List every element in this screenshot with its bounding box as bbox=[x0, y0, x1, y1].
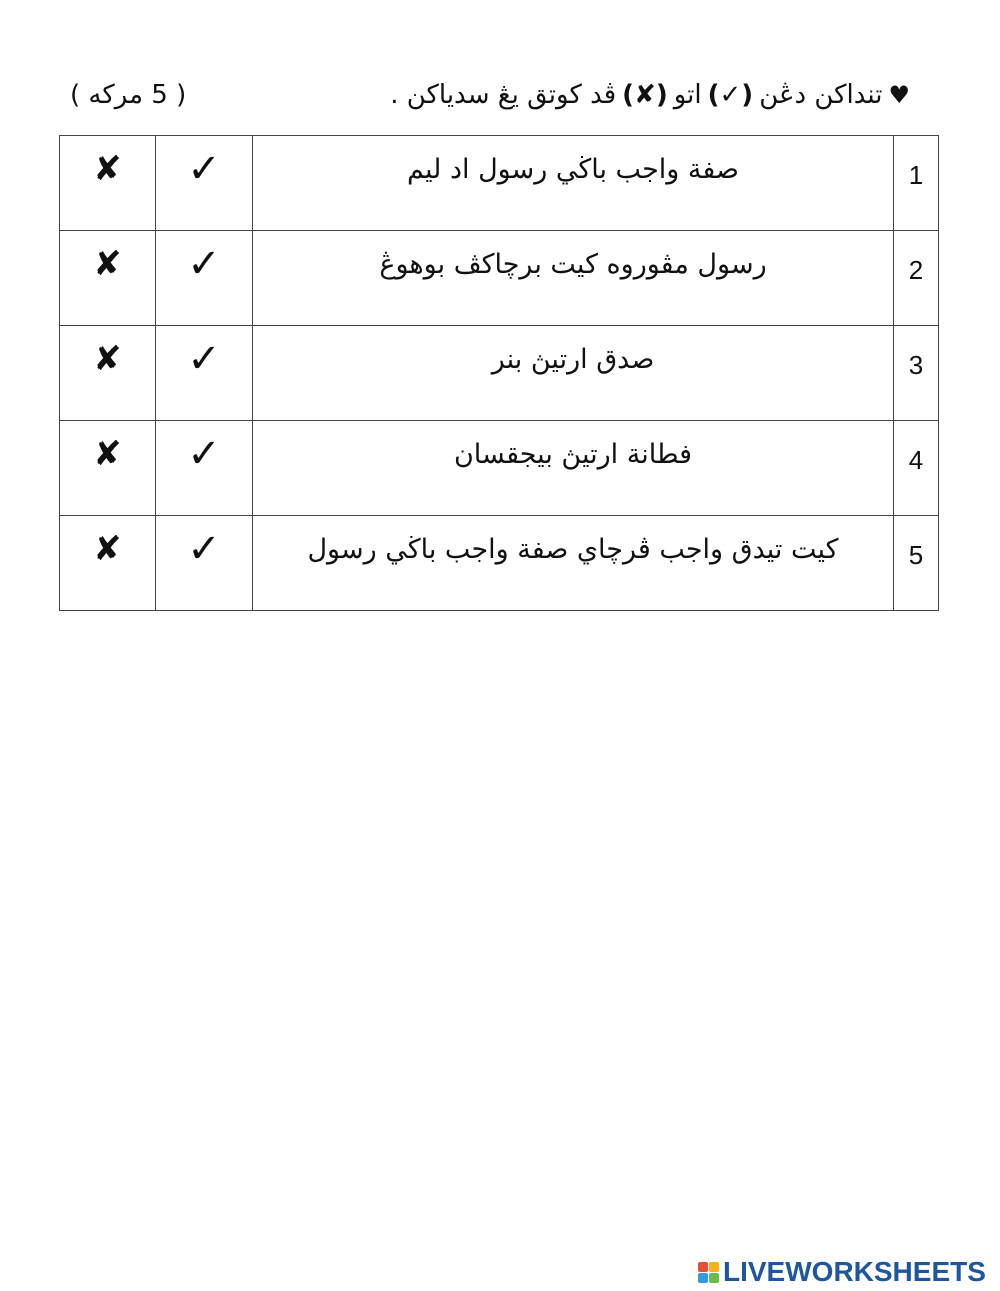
number-cell bbox=[894, 421, 939, 516]
statement-text: صفة واجب باڬي رسول اد ليم bbox=[407, 154, 739, 185]
instruction-text bbox=[390, 80, 910, 110]
row-number: 1 bbox=[908, 160, 924, 190]
instruction-or: اتو bbox=[673, 80, 702, 110]
checkmark-icon[interactable]: ✓ bbox=[187, 336, 221, 382]
table-row bbox=[60, 421, 939, 516]
statement-cell bbox=[253, 231, 894, 326]
true-cell[interactable] bbox=[156, 326, 253, 421]
instruction-part2: ڤد كوتق يڠ سدياكن . bbox=[390, 80, 617, 110]
table-row bbox=[60, 136, 939, 231]
true-cell[interactable] bbox=[156, 421, 253, 516]
statement-text: رسول مڤوروه کيت برچاکڤ بوهوڠ bbox=[379, 249, 767, 280]
false-cell[interactable] bbox=[60, 516, 156, 611]
true-cell[interactable] bbox=[156, 231, 253, 326]
row-number: 2 bbox=[908, 255, 924, 285]
marks-label: ( 5 مرکه ) bbox=[70, 80, 187, 110]
cross-icon[interactable]: ✘ bbox=[93, 339, 122, 379]
table-row bbox=[60, 231, 939, 326]
table-row bbox=[60, 516, 939, 611]
checkmark-icon[interactable]: ✓ bbox=[187, 241, 221, 287]
cross-icon[interactable]: ✘ bbox=[93, 529, 122, 569]
statement-text: کيت تيدق واجب ڤرچاي صفة واجب باڬي رسول bbox=[307, 534, 839, 565]
statement-cell bbox=[253, 136, 894, 231]
statement-cell bbox=[253, 421, 894, 516]
cross-icon[interactable]: ✘ bbox=[93, 149, 122, 189]
number-cell bbox=[894, 516, 939, 611]
false-cell[interactable] bbox=[60, 136, 156, 231]
false-cell[interactable] bbox=[60, 326, 156, 421]
false-cell[interactable] bbox=[60, 231, 156, 326]
liveworksheets-logo bbox=[698, 1256, 986, 1288]
statement-text: صدق ارتيڽ بنر bbox=[491, 344, 655, 375]
cross-icon[interactable]: ✘ bbox=[93, 244, 122, 284]
row-number: 3 bbox=[908, 350, 924, 380]
checkmark-icon[interactable]: ✓ bbox=[187, 146, 221, 192]
heart-icon: ♥ bbox=[888, 81, 910, 109]
checkmark-icon[interactable]: ✓ bbox=[187, 526, 221, 572]
worksheet-header bbox=[60, 78, 910, 122]
true-cell[interactable] bbox=[156, 516, 253, 611]
true-false-table bbox=[59, 135, 939, 611]
row-number: 5 bbox=[908, 540, 924, 570]
logo-blocks-icon bbox=[698, 1262, 719, 1283]
check-symbol: (✓) bbox=[707, 80, 754, 110]
number-cell bbox=[894, 136, 939, 231]
checkmark-icon[interactable]: ✓ bbox=[187, 431, 221, 477]
statement-text: فطانة ارتيڽ بيجقسان bbox=[453, 439, 693, 470]
cross-symbol: (✘) bbox=[622, 80, 668, 110]
row-number: 4 bbox=[908, 445, 924, 475]
false-cell[interactable] bbox=[60, 421, 156, 516]
number-cell bbox=[894, 231, 939, 326]
instruction-part1: تنداکن دڠن bbox=[759, 80, 883, 110]
cross-icon[interactable]: ✘ bbox=[93, 434, 122, 474]
true-cell[interactable] bbox=[156, 136, 253, 231]
table-row bbox=[60, 326, 939, 421]
statement-cell bbox=[253, 326, 894, 421]
number-cell bbox=[894, 326, 939, 421]
brand-name: LIVEWORKSHEETS bbox=[723, 1256, 986, 1287]
statement-cell bbox=[253, 516, 894, 611]
